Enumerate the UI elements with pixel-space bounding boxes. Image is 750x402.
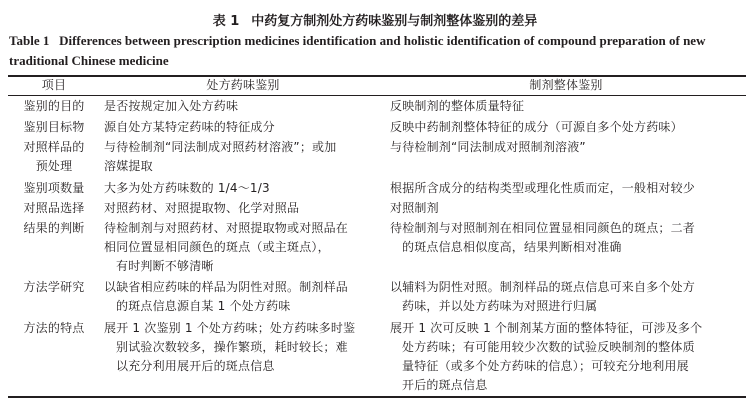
row-prescription: 对照药材、对照提取物、化学对照品 [104, 201, 300, 215]
row-holistic: 以辅料为阴性对照。制剂样品的斑点信息可来自多个处方 [390, 280, 696, 294]
row-item: 鉴别目标物 [23, 120, 85, 134]
table-title-en-line1: Table 1 Differences between prescription medicines identification and holistic identification of compound preparation of new [9, 33, 706, 48]
header-holistic-identification: 制剂整体鉴别 [529, 78, 603, 92]
row-prescription: 展开 1 次鉴别 1 个处方药味；处方药味多时鉴 [104, 321, 356, 335]
row-prescription: 大多为处方药味数的 1/4～1/3 [104, 181, 270, 195]
row-holistic: 处方药味；有可能用较少次数的试验反映制剂的整体质 [402, 340, 695, 354]
header-item: 项目 [41, 78, 67, 92]
row-holistic: 量特征（或多个处方药味的信息）；可较充分地利用展 [402, 359, 689, 373]
table-title-cn: 中药复方制剂处方药味鉴别与制剂整体鉴别的差异 [251, 14, 538, 29]
row-prescription: 待检制剂与对照药材、对照提取物或对照品在 [104, 221, 349, 235]
row-item: 预处理 [35, 159, 73, 173]
table-caption-en [9, 31, 747, 71]
row-prescription: 以充分利用展开后的斑点信息 [116, 359, 275, 373]
row-item: 方法学研究 [23, 280, 85, 294]
row-prescription: 与待检制剂“同法制成对照药材溶液”；或加 [104, 140, 337, 154]
row-prescription: 以缺省相应药味的样品为阴性对照。制剂样品 [104, 280, 349, 294]
table-bottom-rule [8, 396, 746, 398]
row-item: 鉴别项数量 [23, 181, 85, 195]
table-header-rule [8, 95, 746, 96]
row-prescription: 源自处方某特定药味的特征成分 [104, 120, 275, 134]
row-holistic: 的斑点信息相似度高，结果判断相对准确 [402, 240, 622, 254]
row-item: 对照样品的 [23, 140, 85, 154]
row-prescription: 的斑点信息源自某 1 个处方药味 [116, 299, 291, 313]
row-holistic: 反映中药制剂整体特征的成分（可源自多个处方药味） [390, 120, 683, 134]
table-title-en-line2: traditional Chinese medicine [9, 53, 169, 68]
row-holistic: 待检制剂与对照制剂在相同位置显相同颜色的斑点；二者 [390, 221, 696, 235]
row-prescription: 是否按规定加入处方药味 [104, 99, 239, 113]
row-holistic: 药味，并以处方药味为对照进行归属 [402, 299, 598, 313]
row-holistic: 与待检制剂“同法制成对照制剂溶液” [390, 140, 586, 154]
row-item: 结果的判断 [23, 221, 85, 235]
row-holistic: 反映制剂的整体质量特征 [390, 99, 525, 113]
row-holistic: 展开 1 次可反映 1 个制剂某方面的整体特征，可涉及多个 [390, 321, 703, 335]
row-prescription: 有时判断不够清晰 [116, 259, 214, 273]
row-item: 方法的特点 [23, 321, 85, 335]
row-holistic: 根据所含成分的结构类型或理化性质而定，一般相对较少 [390, 181, 696, 195]
row-holistic: 开后的斑点信息 [402, 378, 488, 392]
row-prescription: 别试验次数较多，操作繁琐，耗时较长；难 [116, 340, 348, 354]
row-holistic: 对照制剂 [390, 201, 439, 215]
row-prescription: 溶媒提取 [104, 159, 153, 173]
table-label-cn: 表 1 [212, 14, 240, 29]
table-caption-cn [0, 10, 750, 29]
row-prescription: 相同位置显相同颜色的斑点（或主斑点）， [104, 240, 330, 254]
row-item: 鉴别的目的 [23, 99, 85, 113]
row-item: 对照品选择 [23, 201, 85, 215]
header-prescription-identification: 处方药味鉴别 [206, 78, 280, 92]
